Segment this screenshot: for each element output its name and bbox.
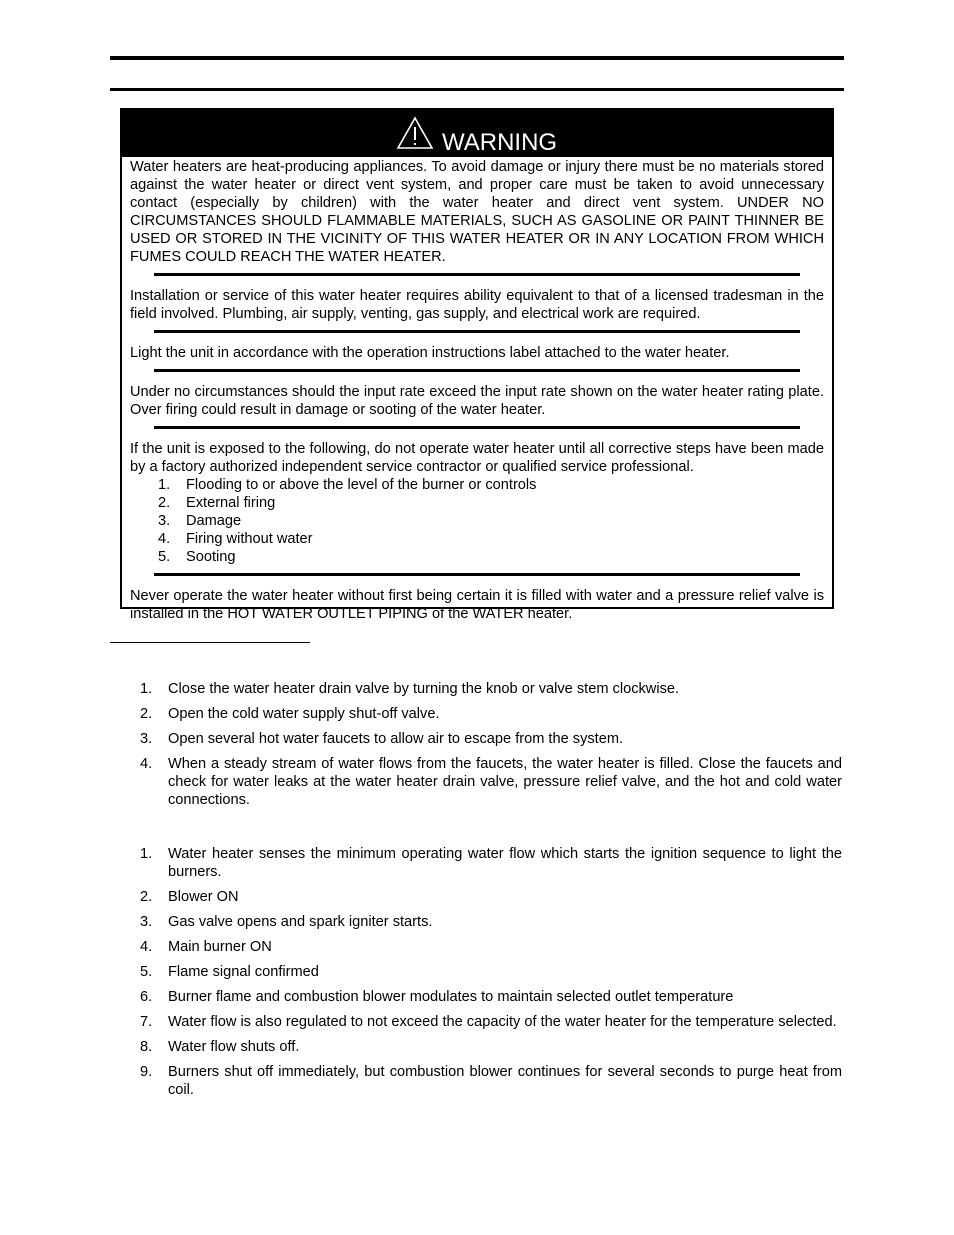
list-item (140, 913, 842, 931)
list-number: 5. (158, 549, 171, 565)
list-item (140, 1038, 842, 1056)
list-number: 5. (140, 964, 153, 980)
list-item (140, 888, 842, 906)
list-text: Open several hot water faucets to allow air to escape from the system. (168, 731, 624, 747)
list-number: 2. (158, 495, 171, 511)
list-number: 4. (140, 756, 153, 772)
list-number: 1. (140, 681, 153, 697)
list-number: 1. (158, 477, 171, 493)
warning-paragraph: If the unit is exposed to the following, do not operate water heater until all corrective steps have been made by a factory authorized independent service contractor or qualified service professional. (130, 441, 824, 475)
list-text: External firing (186, 495, 276, 511)
list-text: Flooding to or above the level of the burner or controls (186, 477, 537, 493)
list-item (140, 1063, 842, 1099)
list-number: 4. (140, 939, 153, 955)
list-text: Flame signal confirmed (168, 964, 319, 980)
list-item (140, 963, 842, 981)
warning-paragraph: Never operate the water heater without first being certain it is filled with water and a pressure relief valve is installed in the HOT WATER OUTLET PIPING of the WATER heater. (130, 588, 824, 622)
warning-paragraph: Under no circumstances should the input rate exceed the input rate shown on the water heater rating plate. Over firing could result in damage or sooting of the water heater. (130, 384, 824, 418)
list-item (140, 705, 842, 723)
warning-triangle-icon (396, 116, 434, 150)
sequence-steps-list (140, 845, 842, 1106)
section-rule (110, 642, 310, 643)
header-rule-bottom (110, 88, 844, 91)
warning-separator (154, 369, 800, 372)
exposure-list (130, 476, 824, 566)
list-item (140, 845, 842, 881)
list-text: Firing without water (186, 531, 313, 547)
warning-separator (154, 273, 800, 276)
warning-separator (154, 330, 800, 333)
warning-paragraph: Water heaters are heat-producing appliances. To avoid damage or injury there must be no materials stored against the water heater or direct vent system, and proper care must be taken to avoid unnecessary contact (especially by children) with the water heater and direct vent system. UNDER NO CIRCUMSTANCES SHOULD FLAMMABLE MATERIALS, SUCH AS GASOLINE OR PAINT THINNER BE USED OR STORED IN THE VICINITY OF THIS WATER HEATER OR IN ANY LOCATION FROM WHICH FUMES COULD REACH THE WATER HEATER. (130, 159, 824, 265)
warning-separator (154, 426, 800, 429)
list-text: Water flow shuts off. (168, 1039, 300, 1055)
list-text: Blower ON (168, 889, 239, 905)
header-rule-top (110, 56, 844, 60)
list-number: 4. (158, 531, 171, 547)
list-item (140, 680, 842, 698)
list-number: 3. (140, 731, 153, 747)
warning-separator (154, 573, 800, 576)
list-number: 2. (140, 889, 153, 905)
list-text: Water heater senses the minimum operating water flow which starts the ignition sequence to light the burners. (168, 846, 842, 880)
warning-body (122, 158, 832, 623)
list-number: 3. (158, 513, 171, 529)
list-item (130, 530, 824, 548)
warning-box (120, 108, 834, 622)
warning-paragraph: Installation or service of this water heater requires ability equivalent to that of a licensed tradesman in the field involved. Plumbing, air supply, venting, gas supply, and electrical work are required. (130, 288, 824, 322)
list-item (130, 512, 824, 530)
list-text: Burner flame and combustion blower modulates to maintain selected outlet temperature (168, 989, 734, 1005)
list-item (140, 730, 842, 748)
list-number: 2. (140, 706, 153, 722)
list-item (140, 1013, 842, 1031)
list-text: When a steady stream of water flows from the faucets, the water heater is filled. Close the faucets and check for water leaks at the water heater drain valve, pressure relief valve, and the hot and cold water connections. (168, 756, 842, 808)
list-text: Burners shut off immediately, but combustion blower continues for several seconds to purge heat from coil. (168, 1064, 842, 1098)
list-item (140, 988, 842, 1006)
warning-header (122, 110, 832, 157)
list-item (140, 755, 842, 809)
list-item (130, 476, 824, 494)
list-number: 9. (140, 1064, 153, 1080)
list-text: Open the cold water supply shut-off valve. (168, 706, 440, 722)
list-item (140, 938, 842, 956)
warning-paragraph: Light the unit in accordance with the operation instructions label attached to the water heater. (130, 345, 730, 361)
list-item (130, 548, 824, 566)
list-number: 3. (140, 914, 153, 930)
list-text: Close the water heater drain valve by turning the knob or valve stem clockwise. (168, 681, 680, 697)
list-number: 8. (140, 1039, 153, 1055)
list-text: Main burner ON (168, 939, 272, 955)
list-number: 1. (140, 846, 153, 862)
list-text: Water flow is also regulated to not exceed the capacity of the water heater for the temperature selected. (168, 1014, 837, 1030)
list-text: Sooting (186, 549, 236, 565)
list-item (130, 494, 824, 512)
fill-steps-list (140, 680, 842, 816)
list-number: 6. (140, 989, 153, 1005)
list-number: 7. (140, 1014, 153, 1030)
list-text: Gas valve opens and spark igniter starts. (168, 914, 433, 930)
list-text: Damage (186, 513, 242, 529)
warning-title: WARNING (442, 129, 558, 156)
